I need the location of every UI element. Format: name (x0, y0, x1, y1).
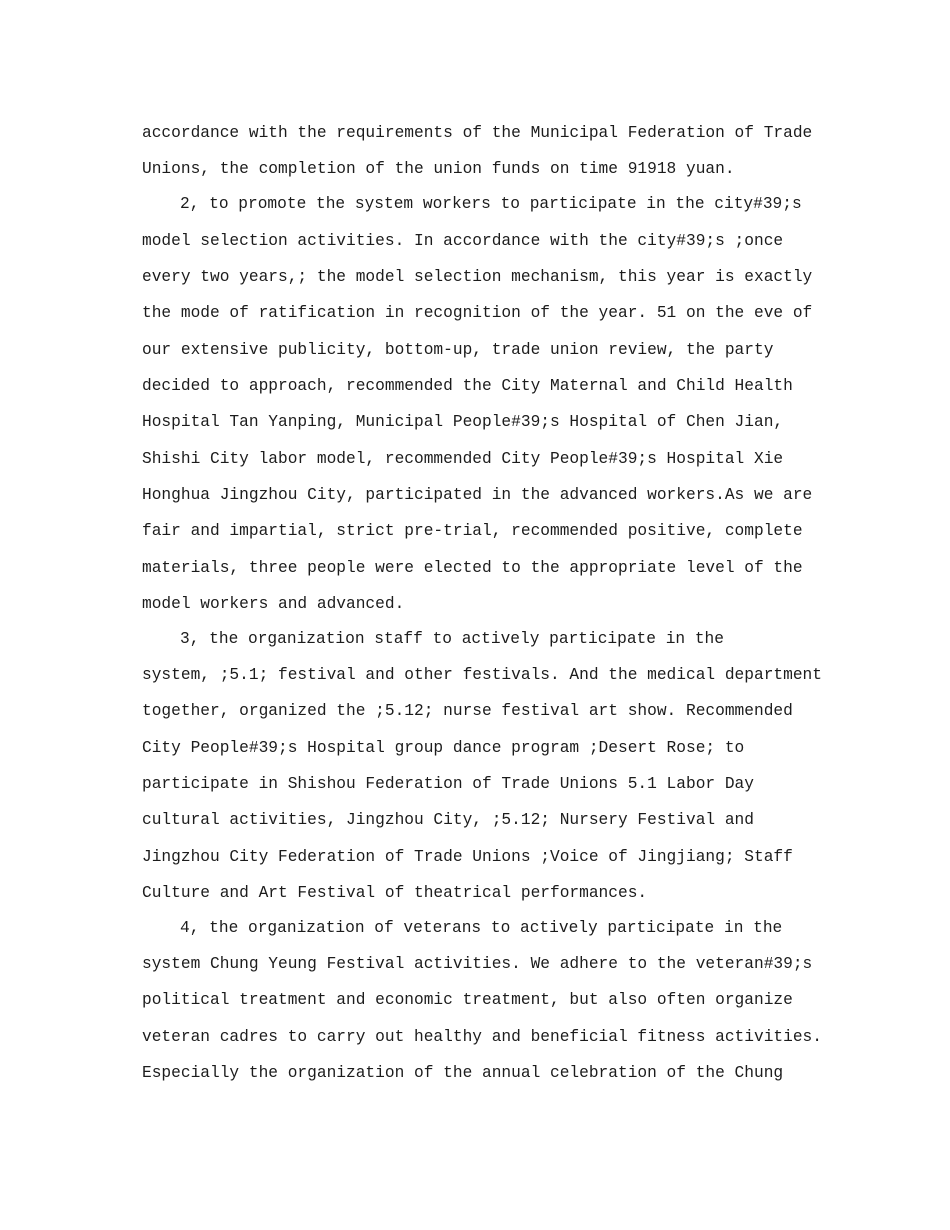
text-line-9: Hospital Tan Yanping, Municipal People#39;s Hospital of Chen Jian, (142, 413, 784, 431)
text-line-12: fair and impartial, strict pre-trial, recommended positive, complete (142, 522, 803, 540)
text-line-11: Honghua Jingzhou City, participated in the advanced workers.As we are (142, 486, 813, 504)
text-line-19: participate in Shishou Federation of Trade Unions 5.1 Labor Day (142, 775, 754, 793)
text-line-20: cultural activities, Jingzhou City, ;5.12; Nursery Festival and (142, 811, 754, 829)
text-line-6: the mode of ratification in recognition of the year. 51 on the eve of (142, 304, 813, 322)
text-line-25: political treatment and economic treatment, but also often organize (142, 991, 793, 1009)
text-line-17: together, organized the ;5.12; nurse festival art show. Recommended (142, 702, 793, 720)
text-line-24: system Chung Yeung Festival activities. We adhere to the veteran#39;s (142, 955, 813, 973)
text-line-4: model selection activities. In accordance with the city#39;s ;once (142, 232, 784, 250)
text-line-16: system, ;5.1; festival and other festivals. And the medical department (142, 666, 822, 684)
text-line-2: Unions, the completion of the union funds on time 91918 yuan. (142, 160, 735, 178)
text-line-1: accordance with the requirements of the Municipal Federation of Trade (142, 124, 813, 142)
text-line-13: materials, three people were elected to the appropriate level of the (142, 559, 803, 577)
text-line-8: decided to approach, recommended the City Maternal and Child Health (142, 377, 793, 395)
text-line-14: model workers and advanced. (142, 595, 405, 613)
text-line-26: veteran cadres to carry out healthy and beneficial fitness activities. (142, 1028, 822, 1046)
text-line-27: Especially the organization of the annual celebration of the Chung (142, 1064, 784, 1082)
paragraph-4-start: 4, the organization of veterans to actively participate in the (180, 919, 783, 937)
paragraph-2-start: 2, to promote the system workers to participate in the city#39;s (180, 195, 802, 213)
text-line-7: our extensive publicity, bottom-up, trade union review, the party (142, 341, 774, 359)
text-line-18: City People#39;s Hospital group dance program ;Desert Rose; to (142, 739, 745, 757)
text-line-5: every two years,; the model selection mechanism, this year is exactly (142, 268, 813, 286)
text-line-21: Jingzhou City Federation of Trade Unions ;Voice of Jingjiang; Staff (142, 848, 793, 866)
text-line-22: Culture and Art Festival of theatrical performances. (142, 884, 648, 902)
text-line-10: Shishi City labor model, recommended City People#39;s Hospital Xie (142, 450, 784, 468)
paragraph-3-start: 3, the organization staff to actively participate in the (180, 630, 724, 648)
